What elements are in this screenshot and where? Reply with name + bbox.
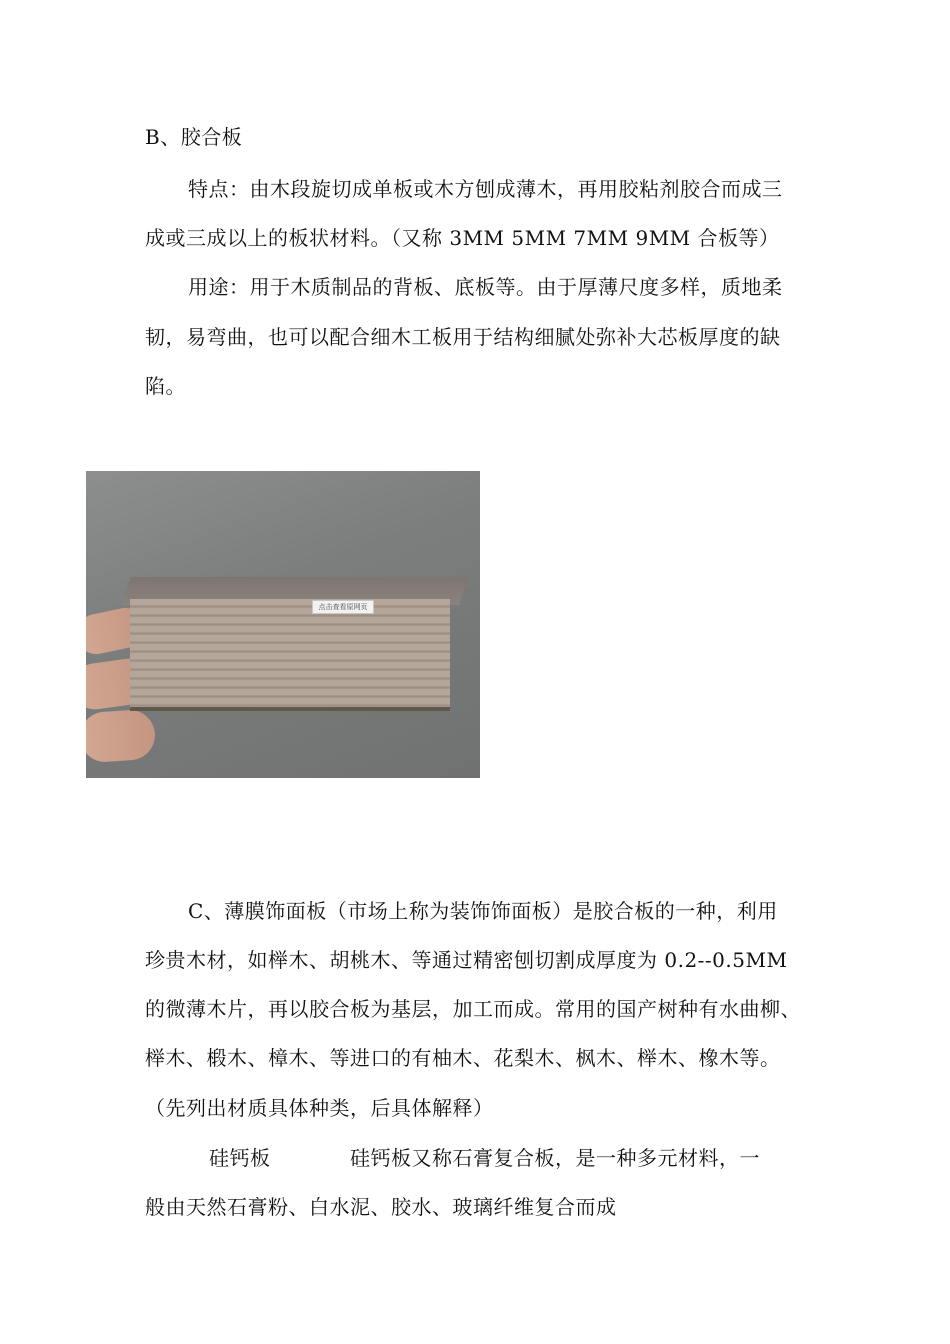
section-c-line-4: 榉木、椴木、樟木、等进口的有柚木、花梨木、枫木、榉木、橡木等。: [145, 1046, 781, 1070]
features-line-2: 成或三成以上的板状材料。（又称 3MM 5MM 7MM 9MM 合板等）: [145, 226, 780, 250]
section-c-line-2: 珍贵木材，如榉木、胡桃木、等通过精密刨切割成厚度为 0.2--0.5MM: [145, 948, 788, 972]
section-d-def-line-2: 般由天然石膏粉、白水泥、胶水、玻璃纤维复合而成: [145, 1195, 617, 1219]
plywood-layered-edge: [130, 599, 450, 711]
section-c-line-3: 的微薄木片，再以胶合板为基层，加工而成。常用的国产树种有水曲柳、: [145, 997, 801, 1021]
view-source-tag[interactable]: 点击查看原网页: [312, 600, 374, 614]
section-c-line-5: （先列出材质具体种类，后具体解释）: [145, 1096, 494, 1120]
section-c-line-1: C、薄膜饰面板（市场上称为装饰饰面板）是胶合板的一种，利用: [188, 899, 778, 923]
plywood-photo: [86, 471, 480, 778]
usage-line-3: 陷。: [145, 374, 186, 398]
usage-line-2: 韧，易弯曲，也可以配合细木工板用于结构细腻处弥补大芯板厚度的缺: [145, 325, 781, 349]
section-b-heading: B、胶合板: [145, 125, 243, 149]
features-line-1: 特点：由木段旋切成单板或木方刨成薄木，再用胶粘剂胶合而成三: [188, 177, 783, 201]
usage-line-1: 用途：用于木质制品的背板、底板等。由于厚薄尺度多样，质地柔: [188, 275, 783, 299]
section-d-term: 硅钙板: [209, 1146, 271, 1170]
section-d-def-line-1: 硅钙板又称石膏复合板，是一种多元材料，一: [350, 1146, 760, 1170]
finger-shape: [86, 708, 157, 763]
